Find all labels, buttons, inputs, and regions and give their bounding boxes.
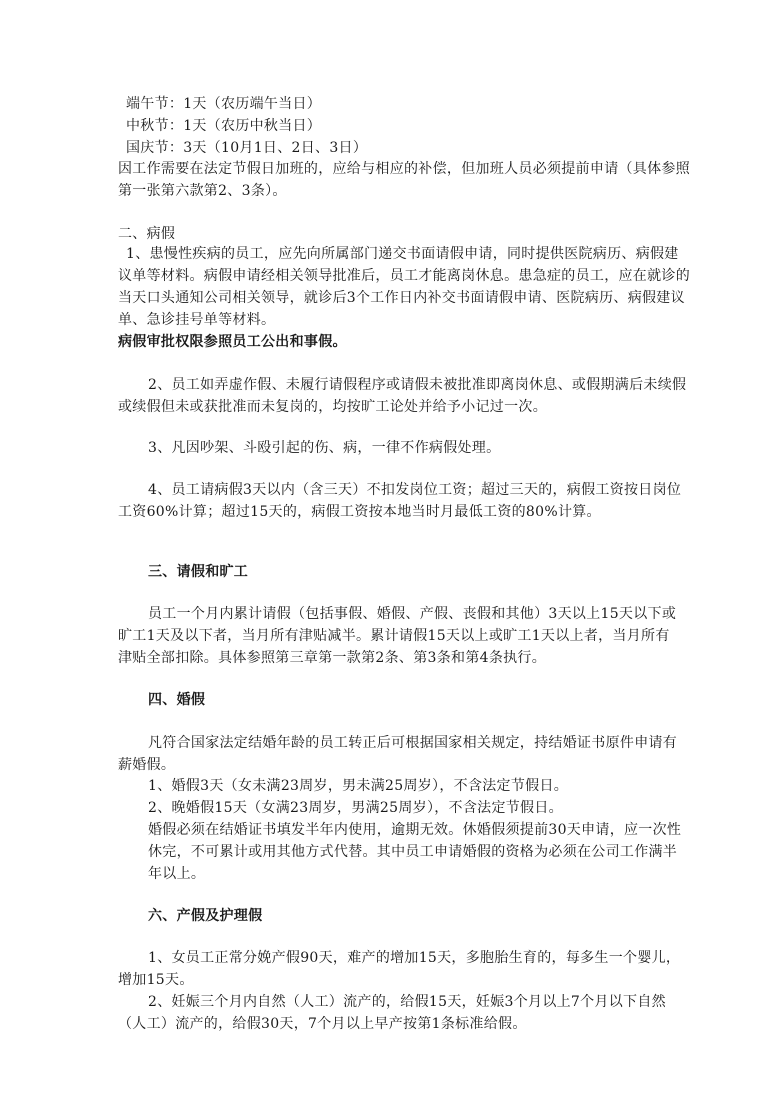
marriage-note-line2: 休完，不可累计或用其他方式代替。其中员工申请婚假的资格为必须在公司工作满半 xyxy=(148,844,678,860)
leave-para-line3: 津贴全部扣除。具体参照第三章第一款第2条、第3条和第4条执行。 xyxy=(118,650,547,666)
sick-item1-line1: 1、患慢性疾病的员工，应先向所属部门递交书面请假申请，同时提供医院病历、病假建 xyxy=(126,246,679,262)
marriage-intro-line1: 凡符合国家法定结婚年龄的员工转正后可根据国家相关规定，持结婚证书原件申请有 xyxy=(148,735,678,751)
overtime-note-line1: 因工作需要在法定节假日加班的，应给与相应的补偿，但加班人员必须提前申请（具体参照 xyxy=(118,161,690,177)
sick-item1-line2: 议单等材料。病假申请经相关领导批准后，员工才能离岗休息。患急症的员工，应在就诊的 xyxy=(118,268,690,284)
sick-item3: 3、凡因吵架、斗殴引起的伤、病，一律不作病假处理。 xyxy=(148,440,501,456)
holiday-zhongqiu: 中秋节：1天（农历中秋当日） xyxy=(126,118,322,134)
section-heading-leave-absence: 三、请假和旷工 xyxy=(148,564,249,580)
maternity-item2-line2: （人工）流产的，给假30天，7个月以上早产按第1条标准给假。 xyxy=(118,1016,527,1032)
sick-item1-line4: 单、急诊挂号单等材料。 xyxy=(118,312,276,328)
marriage-note-line3: 年以上。 xyxy=(148,866,206,882)
marriage-intro-line2: 薪婚假。 xyxy=(118,757,176,773)
sick-item2-line2: 或续假但未或获批准而未复岗的，均按旷工论处并给予小记过一次。 xyxy=(118,399,547,415)
sick-item2-line1: 2、员工如弄虚作假、未履行请假程序或请假未被批准即离岗休息、或假期满后未续假 xyxy=(148,377,687,393)
leave-para-line1: 员工一个月内累计请假（包括事假、婚假、产假、丧假和其他）3天以上15天以下或 xyxy=(148,606,677,622)
section-heading-maternity-leave: 六、产假及护理假 xyxy=(148,908,263,924)
marriage-item2: 2、晚婚假15天（女满23周岁，男满25周岁），不含法定节假日。 xyxy=(148,800,563,816)
section-heading-marriage-leave: 四、婚假 xyxy=(148,692,206,708)
maternity-item1-line2: 增加15天。 xyxy=(118,972,194,988)
marriage-item1: 1、婚假3天（女未满23周岁，男未满25周岁），不含法定节假日。 xyxy=(148,778,569,794)
sick-item4-line1: 4、员工请病假3天以内（含三天）不扣发岗位工资；超过三天的，病假工资按日岗位 xyxy=(148,482,682,498)
holiday-duanwu: 端午节：1天（农历端午当日） xyxy=(126,96,322,112)
sick-approval-note: 病假审批权限参照员工公出和事假。 xyxy=(118,334,347,350)
maternity-item2-line1: 2、妊娠三个月内自然（人工）流产的，给假15天，妊娠3个月以上7个月以下自然 xyxy=(148,994,666,1010)
sick-item4-line2: 工资60%计算；超过15天的，病假工资按本地当时月最低工资的80%计算。 xyxy=(118,504,601,520)
maternity-item1-line1: 1、女员工正常分娩产假90天，难产的增加15天，多胞胎生育的，每多生一个婴儿， xyxy=(148,950,681,966)
section-heading-sick-leave: 二、病假 xyxy=(118,226,176,242)
marriage-note-line1: 婚假必须在结婚证书填发半年内使用，逾期无效。休婚假须提前30天申请，应一次性 xyxy=(148,822,682,838)
overtime-note-line2: 第一张第六款第2、3条）。 xyxy=(118,183,287,199)
sick-item1-line3: 当天口头通知公司相关领导，就诊后3个工作日内补交书面请假申请、医院病历、病假建议 xyxy=(118,290,685,306)
leave-para-line2: 旷工1天及以下者，当月所有津贴减半。累计请假15天以上或旷工1天以上者，当月所有 xyxy=(118,628,670,644)
holiday-guoqing: 国庆节：3天（10月1日、2日、3日） xyxy=(126,140,368,156)
